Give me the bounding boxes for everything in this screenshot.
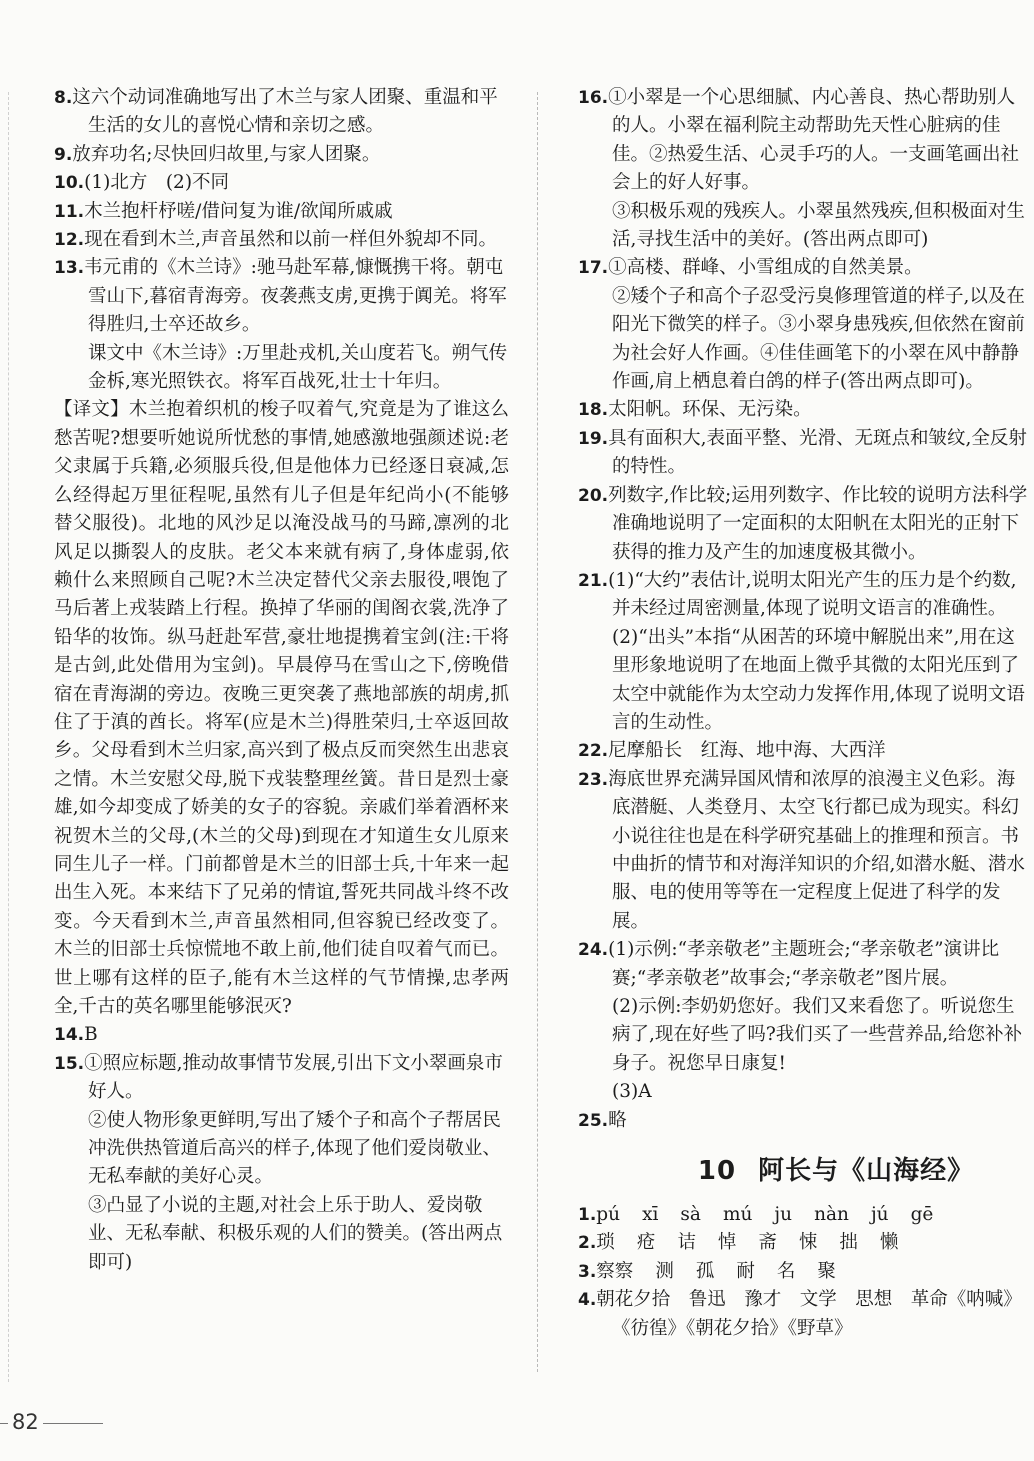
answer-25: 25.略 [578,1109,627,1131]
answer-17: 17.①高楼、群峰、小雪组成的自然美景。 [578,257,923,279]
answer-b3: 3.察察 测 孤 耐 名 聚 [578,1260,836,1282]
footer-rule-right [43,1423,103,1424]
answer-8: 8.这六个动词准确地写出了木兰与家人团聚、重温和平生活的女儿的喜悦心情和亲切之感。 [54,87,498,137]
answer-16: 16.①小翠是一个心思细腻、内心善良、热心帮助别人的人。小翠在福利院主动帮助先天性心脏病的佳佳。②热爱生活、心灵手巧的人。一支画笔画出社会上的好人好事。 [578,87,1020,194]
answer-10: 10.(1)北方 (2)不同 [54,172,230,194]
footer-rule-left [0,1423,8,1424]
answer-21-sub: (2)“出头”本指“从困苦的环境中解脱出来”,用在这里形象地说明了在地面上微乎其微的太阳光压到了太空中就能作为太空动力发挥作用,体现了说明文语言的生动性。 [612,626,1025,733]
answer-23: 23.海底世界充满异国风情和浓厚的浪漫主义色彩。海底潜艇、人类登月、太空飞行都已成为现实。科幻小说往往也是在科学研究基础上的推理和预言。书中曲折的情节和对海洋知识的介绍,如潜水艇、潜水服、电的使用等等在一定程度上促进了科学的发展。 [578,768,1025,932]
answer-22: 22.尼摩船长 红海、地中海、大西洋 [578,740,886,762]
answer-17-sub: ②矮个子和高个子忍受污臭修理管道的样子,以及在阳光下微笑的样子。③小翠身患残疾,但依然在窗前为社会好人作画。④佳佳画笔下的小翠在风中静静作画,肩上栖息着白鸽的样子(答出两点即可)。 [612,285,1025,393]
answer-b1: 1.pú xī sà mú ju nàn jú gē [578,1204,934,1226]
answer-12: 12.现在看到木兰,声音虽然和以前一样但外貌却不同。 [54,229,498,251]
answer-16-sub: ③积极乐观的残疾人。小翠虽然残疾,但积极面对生活,寻找生活中的美好。(答出两点即可) [612,200,1025,251]
translation: 【译文】木兰抱着织机的梭子叹着气,究竟是为了谁这么愁苦呢?想要听她说所忧愁的事情,她感激地强颜述说:老父隶属于兵籍,必须服兵役,但是他体力已经逐日衰减,怎么经得起万里征程呢,虽然有儿子但是年纪尚小(不能够替父服役)。北地的风沙足以淹没战马的马蹄,凛冽的北风足以撕裂人的皮肤。老父本来就有病了,身体虚弱,依赖什么来照顾自己呢?木兰决定替代父亲去服役,喂饱了马后著上戎装踏上行程。换掉了华丽的闺阁衣裳,洗净了铅华的妆饰。纵马赶赴军营,豪壮地提携着宝剑(注:干将是古剑,此处借用为宝剑)。早晨停马在雪山之下,傍晚借宿在青海湖的旁边。夜晚三更突袭了燕地部族的胡虏,抓住了于滇的酋长。将军(应是木兰)得胜荣归,士卒返回故乡。父母看到木兰归家,高兴到了极点反而突然生出悲哀之情。木兰安慰父母,脱下戎装整理丝簧。昔日是烈士豪雄,如今却变成了娇美的女子的容貌。亲戚们举着酒杯来祝贺木兰的父母,(木兰的父母)到现在才知道生女儿原来同生儿子一样。门前都曾是木兰的旧部士兵,十年来一起出生入死。本来结下了兄弟的情谊,誓死共同战斗终不改变。今天看到木兰,声音虽然相同,但容貌已经改变了。木兰的旧部士兵惊慌地不敢上前,他们徒自叹着气而已。世上哪有这样的臣子,能有木兰这样的气节情操,忠孝两全,千古的英名哪里能够泯灭? [54,399,509,1017]
answer-11: 11.木兰抱杆杼嗟/借问复为谁/欲闻所戚戚 [54,200,393,222]
right-column [578,84,1030,1343]
page-footer [0,1410,107,1434]
page-number: 82 [12,1410,39,1434]
answer-15-sub2: ③凸显了小说的主题,对社会上乐于助人、爱岗敬业、无私奉献、积极乐观的人们的赞美。(答出两点即可) [88,1194,503,1273]
answer-15-sub1: ②使人物形象更鲜明,写出了矮个子和高个子帮居民冲洗供热管道后高兴的样子,体现了他们爱岗敬业、无私奉献的美好心灵。 [88,1109,501,1188]
answer-9: 9.放弃功名;尽快回归故里,与家人团聚。 [54,143,381,165]
answer-19: 19.具有面积大,表面平整、光滑、无斑点和皱纹,全反射的特性。 [578,427,1027,478]
left-margin-rule [8,92,9,1382]
section-title: 10 阿长与《山海经》 [697,1156,975,1187]
answer-20: 20.列数字,作比较;运用列数字、作比较的说明方法科学准确地说明了一定面积的太阳帆在太阳光的正射下获得的推力及产生的加速度极其微小。 [578,484,1028,563]
answer-24-sub1: (2)示例:李奶奶您好。我们又来看您了。听说您生病了,现在好些了吗?我们买了一些营养品,给您补补身子。祝您早日康复! [612,996,1023,1074]
answer-13-sub: 课文中《木兰诗》:万里赴戎机,关山度若飞。朔气传金柝,寒光照铁衣。将军百战死,壮士十年归。 [88,342,508,393]
answer-13: 13.韦元甫的《木兰诗》:驰马赴军幕,慷慨携干将。朝屯雪山下,暮宿青海旁。夜袭燕支虏,更携于阗羌。将军得胜归,士卒还故乡。 [54,257,507,336]
left-column [54,84,509,1277]
column-divider [537,92,538,1372]
answer-21: 21.(1)“大约”表估计,说明太阳光产生的压力是个约数,并未经过周密测量,体现了说明文语言的准确性。 [578,569,1017,620]
answer-15: 15.①照应标题,推动故事情节发展,引出下文小翠画泉市好人。 [54,1052,503,1103]
answer-b2: 2.琐 疮 诘 悼 斋 悚 拙 懒 [578,1232,899,1254]
answer-18: 18.太阳帆。环保、无污染。 [578,399,812,421]
answer-14: 14.B [54,1024,98,1046]
answer-24: 24.(1)示例:“孝亲敬老”主题班会;“孝亲敬老”演讲比赛;“孝亲敬老”故事会;“孝亲敬老”图片展。 [578,939,1000,989]
answer-b4: 4.朝花夕拾 鲁迅 豫才 文学 思想 革命《呐喊》《彷徨》《朝花夕拾》《野草》 [578,1289,1022,1339]
answer-24-sub2: (3)A [612,1081,652,1103]
